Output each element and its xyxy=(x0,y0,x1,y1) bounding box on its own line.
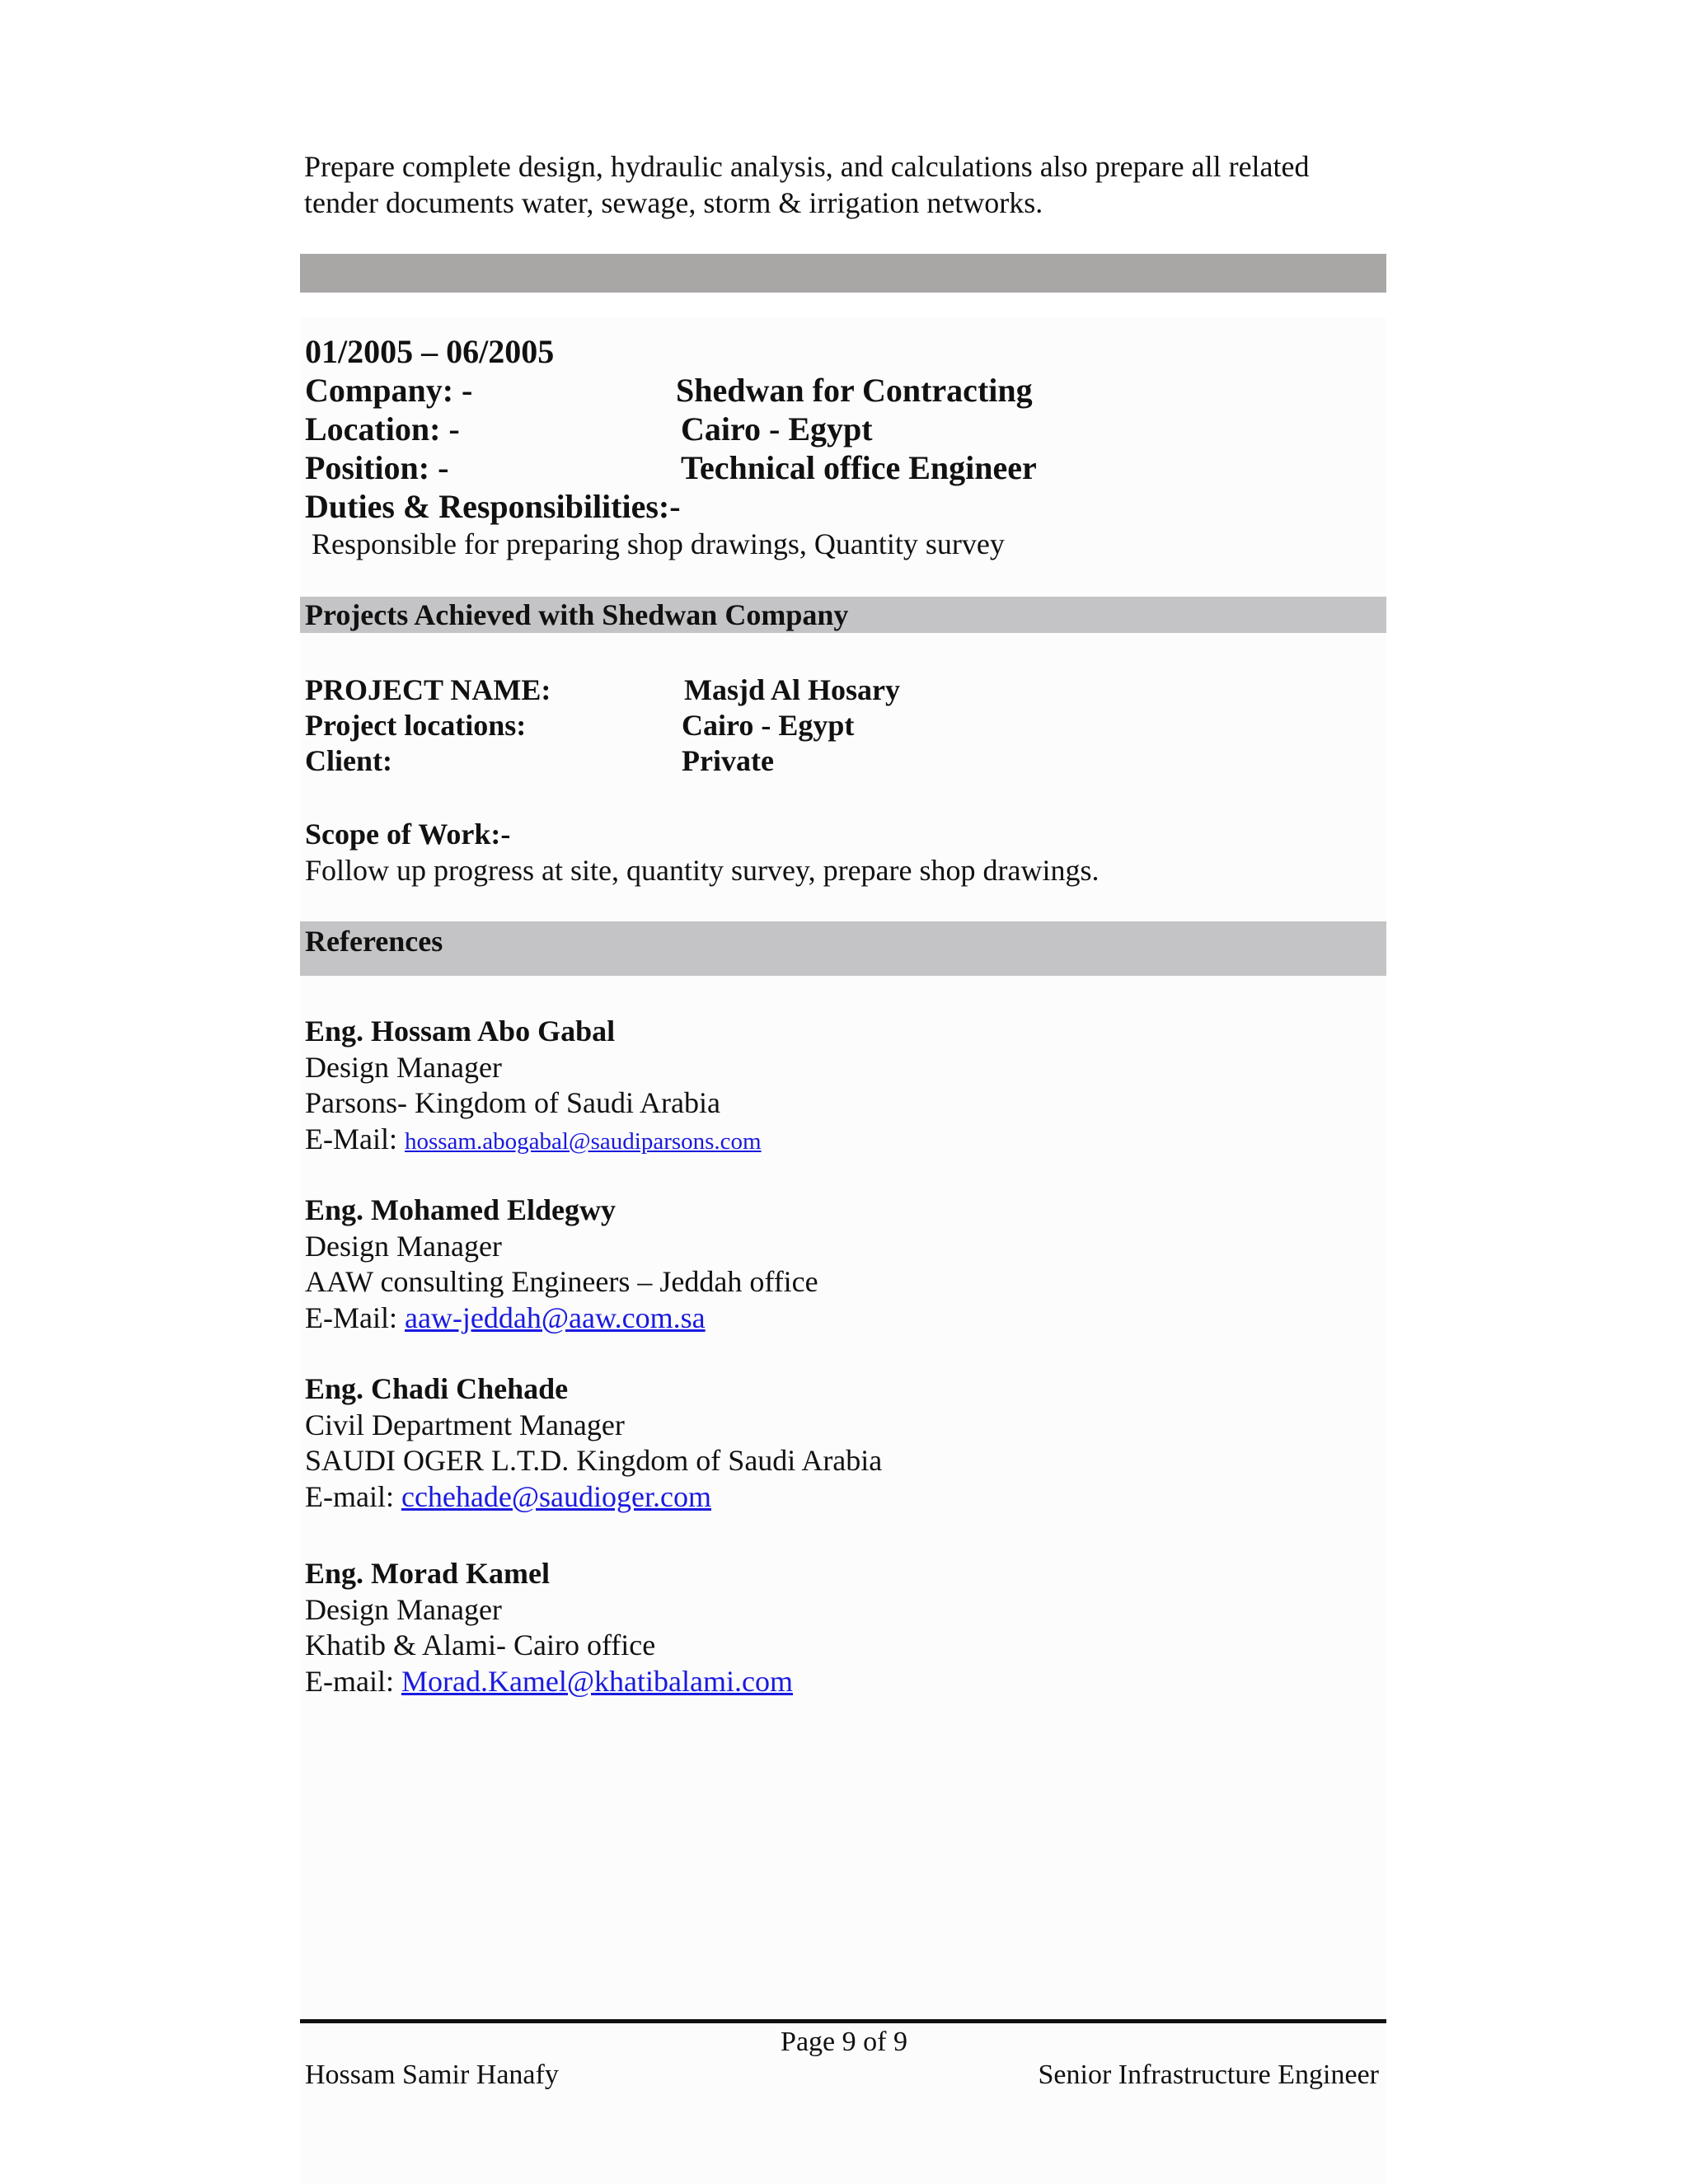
projects-section-title: Projects Achieved with Shedwan Company xyxy=(305,598,849,631)
project-name-label: PROJECT NAME: xyxy=(305,673,551,706)
reference-entry xyxy=(305,1556,793,1699)
reference-name: Eng. Chadi Chehade xyxy=(305,1372,569,1405)
reference-email-link[interactable]: hossam.abogabal@saudiparsons.com xyxy=(404,1127,762,1155)
project-name-row xyxy=(305,673,900,708)
reference-title: Design Manager xyxy=(305,1229,502,1263)
job-position-row xyxy=(305,448,1037,487)
reference-email-link[interactable]: Morad.Kamel@khatibalami.com xyxy=(401,1664,793,1698)
reference-email-label: E-mail: xyxy=(305,1664,394,1698)
job-location-row xyxy=(305,410,1037,448)
scope-text: Follow up progress at site, quantity survey, prepare shop drawings. xyxy=(305,854,1100,887)
intro-line-2: tender documents water, sewage, storm & irrigation networks. xyxy=(304,186,1043,219)
references-section-header xyxy=(300,921,1386,976)
reference-email-row xyxy=(305,1664,793,1700)
project-client-row xyxy=(305,743,900,779)
reference-email-label: E-Mail: xyxy=(305,1301,397,1334)
job-entry xyxy=(305,332,1037,526)
location-label: Location: - xyxy=(305,410,460,448)
reference-email-link[interactable]: cchehade@saudioger.com xyxy=(401,1479,711,1513)
project-locations-value: Cairo - Egypt xyxy=(682,709,855,742)
reference-org: SAUDI OGER L.T.D. Kingdom of Saudi Arabia xyxy=(305,1444,883,1477)
reference-title: Civil Department Manager xyxy=(305,1408,625,1441)
project-locations-row xyxy=(305,708,900,743)
job-period: 01/2005 – 06/2005 xyxy=(305,333,555,370)
reference-email-label: E-mail: xyxy=(305,1479,394,1513)
reference-entry xyxy=(305,1193,818,1336)
scope-label: Scope of Work:- xyxy=(305,818,511,851)
footer-author-role: Senior Infrastructure Engineer xyxy=(1038,2060,1379,2090)
project-details xyxy=(305,673,900,779)
position-label: Position: - xyxy=(305,449,449,486)
scope-of-work xyxy=(305,816,1100,888)
project-name-value: Masjd Al Hosary xyxy=(684,673,901,706)
reference-name: Eng. Hossam Abo Gabal xyxy=(305,1015,616,1047)
reference-title: Design Manager xyxy=(305,1592,502,1626)
company-value: Shedwan for Contracting xyxy=(676,372,1033,409)
project-client-label: Client: xyxy=(305,744,392,777)
footer-page-number: Page 9 of 9 xyxy=(781,2027,907,2057)
reference-email-row xyxy=(305,1122,762,1160)
reference-entry xyxy=(305,1014,762,1160)
reference-email-row xyxy=(305,1479,882,1516)
references-title: References xyxy=(305,925,443,958)
projects-section-header xyxy=(300,597,1386,633)
reference-email-row xyxy=(305,1301,818,1337)
intro-line-1: Prepare complete design, hydraulic analysis, and calculations also prepare all related xyxy=(304,150,1310,183)
reference-org: Khatib & Alami- Cairo office xyxy=(305,1629,656,1661)
section-divider-bar xyxy=(300,254,1386,293)
project-locations-label: Project locations: xyxy=(305,709,527,742)
reference-title: Design Manager xyxy=(305,1050,502,1084)
location-value: Cairo - Egypt xyxy=(681,410,873,448)
position-value: Technical office Engineer xyxy=(681,449,1037,486)
reference-email-link[interactable]: aaw-jeddah@aaw.com.sa xyxy=(404,1301,706,1334)
company-label: Company: - xyxy=(305,372,473,409)
reference-entry xyxy=(305,1371,882,1515)
reference-email-label: E-Mail: xyxy=(305,1122,397,1155)
reference-name: Eng. Mohamed Eldegwy xyxy=(305,1193,617,1226)
intro-paragraph xyxy=(304,148,1376,221)
duties-label: Duties & Responsibilities:- xyxy=(305,488,681,525)
duties-text: Responsible for preparing shop drawings, Quantity survey xyxy=(312,527,1005,560)
project-client-value: Private xyxy=(682,744,774,777)
reference-org: Parsons- Kingdom of Saudi Arabia xyxy=(305,1086,720,1119)
footer-author-name: Hossam Samir Hanafy xyxy=(305,2060,559,2090)
reference-name: Eng. Morad Kamel xyxy=(305,1557,550,1590)
job-company-row xyxy=(305,371,1037,410)
footer-divider xyxy=(300,2019,1386,2023)
reference-org: AAW consulting Engineers – Jeddah office xyxy=(305,1265,818,1298)
